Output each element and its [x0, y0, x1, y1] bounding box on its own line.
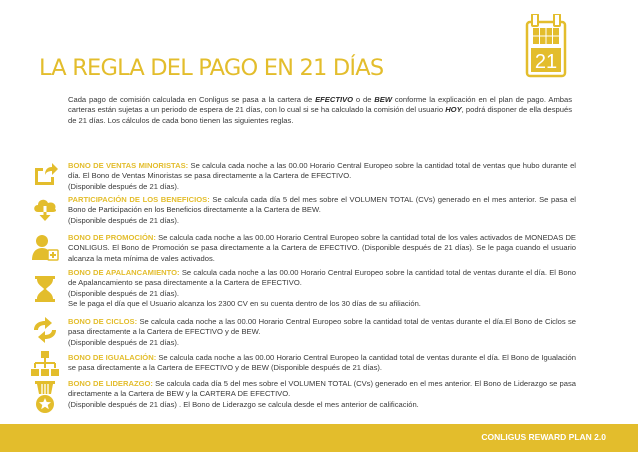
section-text: Se calcula cada día 5 del mes sobre el VOLUMEN TOTAL (CVs) generado en el mes anterior. El Bono de Liderazgo se pasa directamente a la Cartera de BEW y la CARTERA DE EFECTIVO.: [68, 379, 577, 399]
cycle-arrows-icon: [31, 316, 59, 344]
hourglass-icon: [31, 275, 59, 303]
section-bono-ciclos: [68, 317, 576, 348]
section-heading: PARTICIPACIÓN DE LOS BENEFICIOS:: [68, 195, 210, 204]
cloud-download-icon: [31, 194, 59, 222]
user-add-icon: [31, 233, 59, 261]
section-note: (Disponible después de 21 días).: [68, 181, 180, 191]
section-note: (Disponible después de 21 días) . El Bono de Liderazgo se calcula desde el mes anterior de calificación.: [68, 399, 419, 409]
page-title: LA REGLA DEL PAGO EN 21 DÍAS: [39, 55, 384, 81]
footer-label: CONLIGUS REWARD PLAN 2.0: [481, 432, 606, 442]
section-note: (Disponible después de 21 días).: [68, 337, 180, 347]
section-participacion-beneficios: [68, 195, 576, 226]
intro-text: Cada pago de comisión calculada en Conligus se pasa a la cartera de: [68, 95, 316, 104]
intro-text: conforme la explicación en el plan de pago. Ambas carteras están sujetas a un periodo de espera de 21 días, con lo cual si se ha calculado la comisión del usuario: [68, 95, 573, 115]
calendar-icon: [525, 14, 567, 78]
section-text: Se calcula cada noche a las 00.00 Horario Central Europeo la cantidad total de ventas durante el día. El Bono de Igualación se pasa directamente a la Cartera de EFECTIVO y de BEW (Disponible después de 21 días).: [68, 353, 577, 373]
section-bono-apalancamiento: [68, 268, 576, 309]
intro-keyword-bew: BEW: [374, 95, 392, 104]
medal-icon: [31, 381, 59, 415]
intro-text: , podrá disponer de ella después de 21 días. Los cálculos de cada bono tienen las siguientes reglas.: [68, 105, 573, 125]
section-heading: BONO DE LIDERAZGO:: [68, 379, 153, 388]
share-arrow-icon: [31, 160, 59, 188]
section-text: Se calcula cada noche a las 00.00 Horario Central Europeo sobre la cantidad total de los vales activados de MONEDAS DE CONLIGUS. El Bono de Promoción se pasa directamente a la Cartera de EFECTIVO. (Disponible después de 21 días). Se le paga cuando el usuario alcanza la meta mínima de vales activados.: [68, 233, 576, 263]
section-note: (Disponible después de 21 días).: [68, 288, 180, 298]
section-text: Se calcula cada noche a las 00.00 Horario Central Europeo sobre la cantidad total de ventas durante el día. El Bono de Apalancamiento se pasa directamente a la Cartera de EFECTIVO.: [68, 268, 576, 288]
section-heading: BONO DE VENTAS MINORISTAS:: [68, 161, 189, 170]
section-heading: BONO DE APALANCAMIENTO:: [68, 268, 180, 277]
section-heading: BONO DE PROMOCIÓN:: [68, 233, 156, 242]
section-text: Se calcula cada noche a las 00.00 Horario Central Europeo sobre la cantidad total de ventas durante el día.El Bono de Ciclos se pasa directamente a la Cartera de EFECTIVO y de BEW.: [68, 317, 576, 337]
footer-bar: [0, 424, 638, 452]
section-ventas-minoristas: [68, 161, 576, 192]
section-heading: BONO DE IGUALACIÓN:: [68, 353, 157, 362]
section-bono-liderazgo: [68, 379, 576, 410]
intro-keyword-efectivo: EFECTIVO: [315, 95, 354, 104]
section-heading: BONO DE CICLOS:: [68, 317, 138, 326]
org-chart-icon: [31, 350, 59, 378]
intro-keyword-hoy: HOY: [445, 105, 462, 115]
section-bono-igualacion: [68, 353, 576, 374]
intro-text: o de: [353, 95, 375, 104]
section-bono-promocion: [68, 233, 576, 264]
section-text: Se calcula cada noche a las 00.00 Horario Central Europeo sobre la cantidad total de ventas que hubo durante el día. El Bono de Ventas Minoristas se pasa directamente a la Cartera de EFECTIVO.: [68, 161, 576, 181]
calendar-day: 21: [534, 51, 558, 73]
section-note: Se le paga el día que el Usuario alcanza los 2300 CV en su cuenta dentro de los 30 días de su afiliación.: [68, 298, 421, 308]
section-text: Se calcula cada día 5 del mes sobre el VOLUMEN TOTAL (CVs) generado en el mes anterior. Se pasa el Bono de Participación en los Beneficios directamente a la Cartera de BEW.: [68, 195, 576, 215]
intro-paragraph: [68, 95, 572, 126]
section-note: (Disponible después de 21 días).: [68, 215, 180, 225]
